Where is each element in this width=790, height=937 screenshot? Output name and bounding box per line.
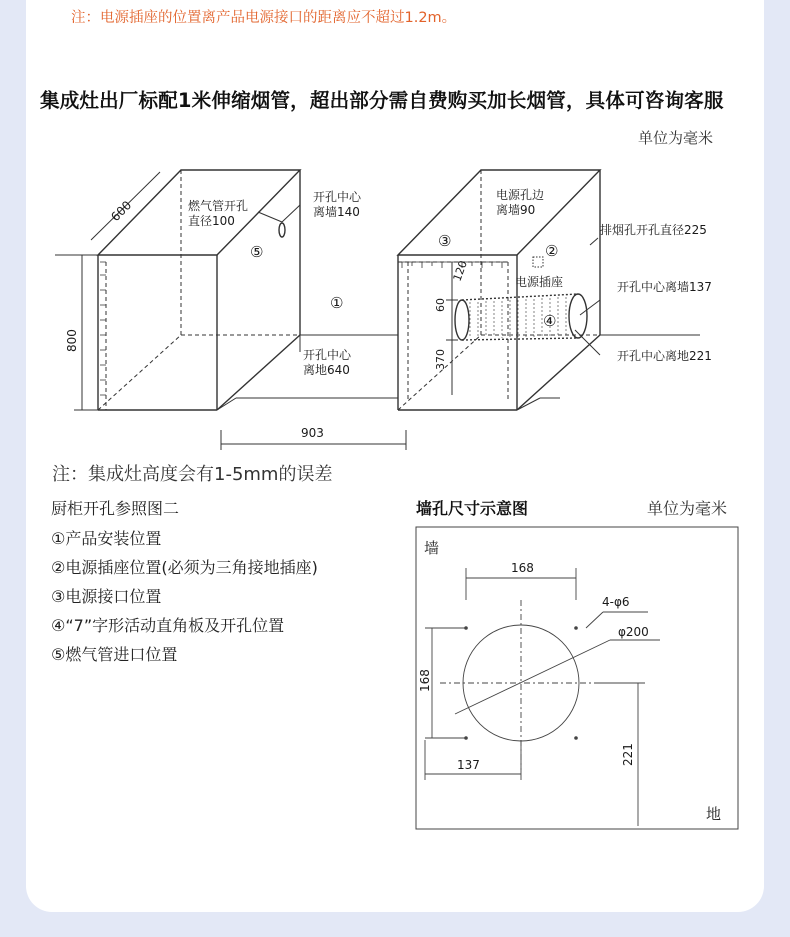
dim-60-label: 60	[434, 298, 447, 312]
gas-hole-label-2: 直径100	[188, 214, 235, 228]
power-hole-label-2: 离墙90	[496, 203, 536, 217]
dim-bottom-label: 137	[457, 758, 480, 772]
unit-label: 单位为毫米	[638, 129, 714, 147]
dim-903-label: 903	[301, 426, 324, 440]
dim-370-label: 370	[434, 349, 447, 370]
legend-item: ①产品安装位置	[51, 529, 162, 548]
height-error-note: 注：集成灶高度会有1-5mm的误差	[52, 464, 333, 485]
gas-hole-label-1: 燃气管开孔	[188, 199, 249, 213]
marker-4: ④	[543, 312, 557, 330]
dim-top-label: 168	[511, 561, 534, 575]
marker-3: ③	[438, 232, 452, 250]
wall-label: 墙	[424, 539, 440, 557]
exhaust-center-floor-label: 开孔中心离地221	[617, 349, 712, 363]
bolt-label: 4-φ6	[602, 595, 630, 609]
wall-diagram-title: 墙孔尺寸示意图	[416, 499, 529, 518]
power-hole-label-1: 电源孔边	[496, 188, 545, 202]
power-socket-label: 电源插座	[515, 275, 564, 289]
legend-item: ④“7”字形活动直角板及开孔位置	[51, 616, 285, 635]
reference-title: 厨柜开孔参照图二	[51, 499, 180, 518]
diameter-label: φ200	[618, 625, 649, 639]
marker-1: ①	[330, 294, 344, 312]
marker-5: ⑤	[250, 243, 264, 261]
hole-center-wall-label-1: 开孔中心	[313, 190, 362, 204]
exhaust-hole-label: 排烟孔开孔直径225	[600, 223, 707, 237]
legend-item: ⑤燃气管进口位置	[51, 645, 178, 664]
dim-600-label: 600	[108, 198, 135, 225]
dim-left-label: 168	[418, 669, 432, 692]
dim-120-label: 120	[450, 258, 471, 284]
hole-center-floor-label-1: 开孔中心	[303, 348, 352, 362]
wall-diagram-unit: 单位为毫米	[647, 499, 728, 518]
power-socket-note: 注：电源插座的位置离产品电源接口的距离应不超过1.2m。	[71, 10, 457, 26]
legend-item: ②电源插座位置(必须为三角接地插座)	[51, 558, 318, 577]
exhaust-center-wall-label: 开孔中心离墙137	[617, 280, 712, 294]
legend-item: ③电源接口位置	[51, 587, 162, 606]
hole-center-floor-label-2: 离地640	[303, 363, 350, 377]
marker-2: ②	[545, 242, 559, 260]
floor-label: 地	[706, 805, 722, 823]
headline: 集成灶出厂标配1米伸缩烟管，超出部分需自费购买加长烟管，具体可咨询客服	[40, 89, 724, 112]
hole-center-wall-label-2: 离墙140	[313, 205, 360, 219]
dim-800-label: 800	[65, 329, 79, 352]
dim-right-label: 221	[621, 743, 635, 766]
